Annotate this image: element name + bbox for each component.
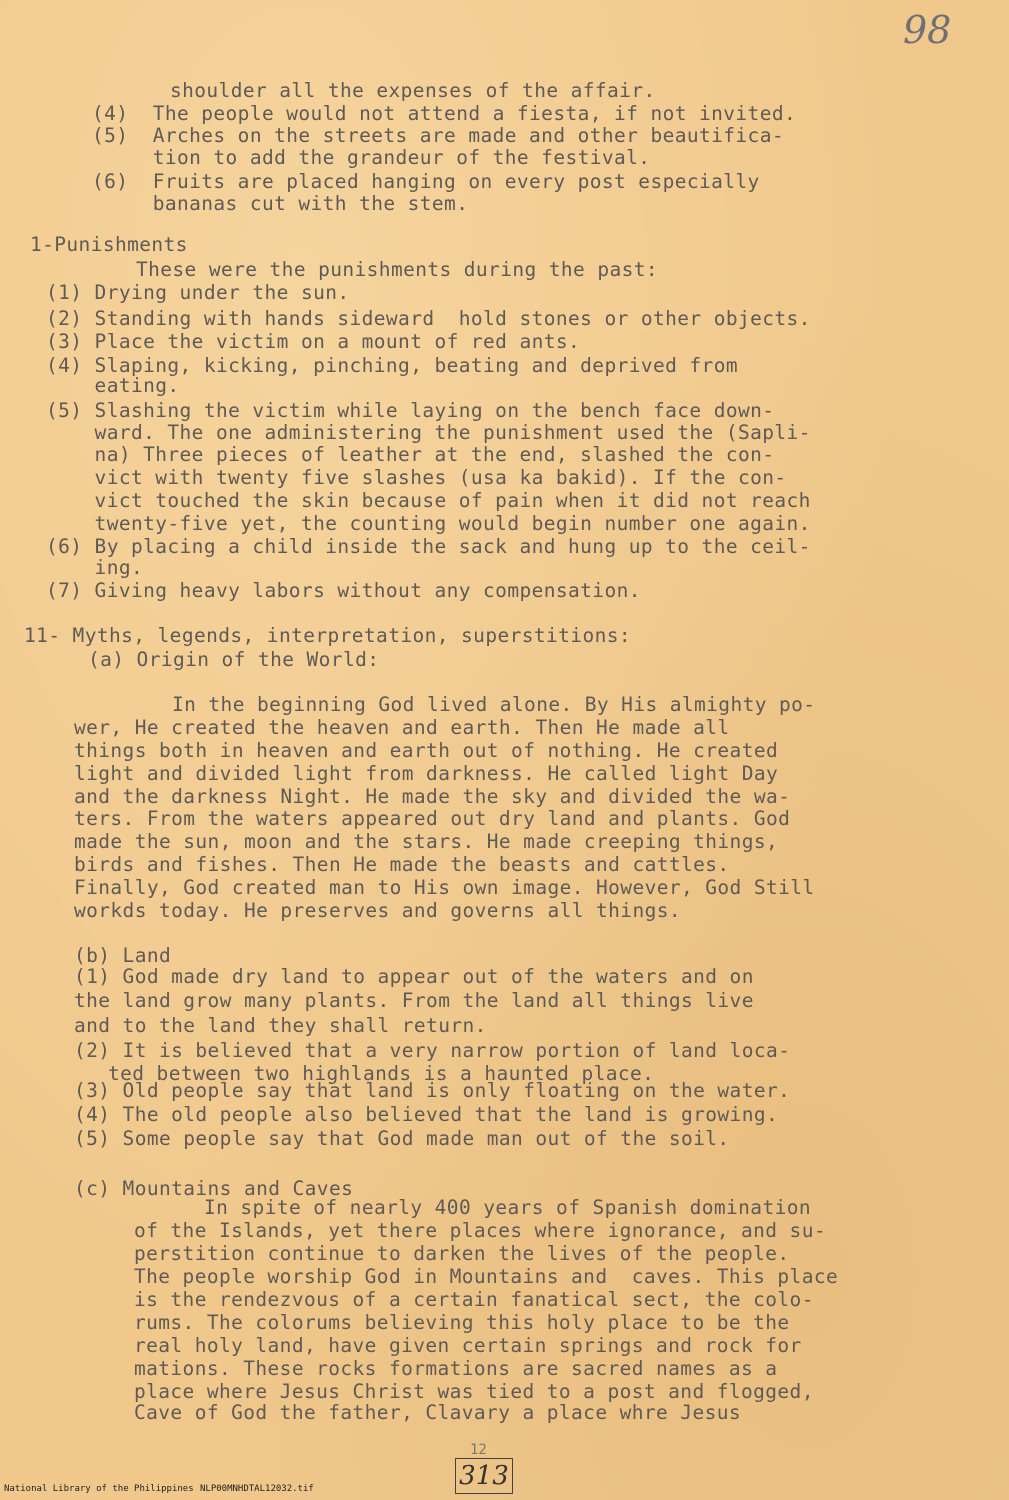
text-line: (7) Giving heavy labors without any compensation. — [46, 579, 641, 602]
subsection-heading: (c) Mountains and Caves — [74, 1177, 354, 1200]
text-line: birds and fishes. Then He made the beasts and cattles. — [74, 853, 730, 876]
text-line: and the darkness Night. He made the sky and divided the wa- — [74, 785, 791, 808]
text-line: In the beginning God lived alone. By His almighty po- — [172, 693, 816, 716]
text-line: (2) It is believed that a very narrow portion of land loca- — [74, 1039, 791, 1062]
typed-page-number: 12 — [470, 1442, 487, 1458]
text-line: wer, He created the heaven and earth. Then He made all — [74, 716, 730, 739]
text-line: ters. From the waters appeared out dry land and plants. God — [74, 807, 791, 830]
text-line: vict with twenty five slashes (usa ka bakid). If the con- — [46, 466, 787, 489]
text-line: (6) Fruits are placed hanging on every post especially — [92, 170, 760, 193]
subsection-heading: (a) Origin of the World: — [88, 648, 380, 671]
text-line: These were the punishments during the past: — [136, 258, 659, 281]
text-line: is the rendezvous of a certain fanatical sect, the colo- — [134, 1288, 814, 1311]
stamped-page-number: 313 — [455, 1458, 513, 1494]
text-line: eating. — [46, 374, 180, 397]
text-line: (1) Drying under the sun. — [46, 281, 350, 304]
text-line: bananas cut with the stem. — [92, 192, 469, 215]
text-line: The people worship God in Mountains and caves. This place — [134, 1265, 839, 1288]
footer-filename: NLP00MNHDTAL12032.tif — [200, 1484, 314, 1494]
text-line: perstition continue to darken the lives of the people. — [134, 1242, 790, 1265]
text-line: things both in heaven and earth out of nothing. He created — [74, 739, 779, 762]
text-line: In spite of nearly 400 years of Spanish domination — [204, 1196, 811, 1219]
text-line: the land grow many plants. From the land all things live — [74, 989, 754, 1012]
text-line: and to the land they shall return. — [74, 1014, 487, 1037]
text-line: workds today. He preserves and governs all things. — [74, 899, 681, 922]
section-heading: 11- Myths, legends, interpretation, superstitions: — [24, 624, 631, 647]
text-line: vict touched the skin because of pain when it did not reach — [46, 489, 811, 512]
text-line: Finally, God created man to His own image. However, God Still — [74, 876, 815, 899]
text-line: (4) Slaping, kicking, pinching, beating and deprived from — [46, 354, 738, 377]
subsection-heading: (b) Land — [74, 944, 172, 967]
text-line: made the sun, moon and the stars. He made creeping things, — [74, 830, 779, 853]
text-line: ing. — [46, 556, 144, 579]
text-line: shoulder all the expenses of the affair. — [170, 79, 656, 102]
text-line: (3) Old people say that land is only floating on the water. — [74, 1079, 791, 1102]
text-line: na) Three pieces of leather at the end, slashed the con- — [46, 443, 775, 466]
section-heading: 1-Punishments — [30, 233, 188, 256]
text-line: of the Islands, yet there places where ignorance, and su- — [134, 1219, 826, 1242]
text-line: real holy land, have given certain springs and rock for — [134, 1334, 802, 1357]
text-line: ward. The one administering the punishment used the (Sapli- — [46, 421, 811, 444]
text-line: (4) The people would not attend a fiesta, if not invited. — [92, 102, 797, 125]
text-line: (5) Slashing the victim while laying on the bench face down- — [46, 399, 775, 422]
text-line: (5) Arches on the streets are made and other beautifica- — [92, 124, 784, 147]
text-line: place where Jesus Christ was tied to a post and flogged, — [134, 1380, 814, 1403]
text-line: (4) The old people also believed that the land is growing. — [74, 1103, 779, 1126]
text-line: tion to add the grandeur of the festival. — [92, 146, 651, 169]
text-line: Cave of God the father, Clavary a place whre Jesus — [134, 1401, 741, 1424]
text-line: mations. These rocks formations are sacred names as a — [134, 1357, 778, 1380]
text-line: (5) Some people say that God made man out of the soil. — [74, 1127, 730, 1150]
text-line: (2) Standing with hands sideward hold stones or other objects. — [46, 307, 811, 330]
text-line: (1) God made dry land to appear out of the waters and on — [74, 965, 754, 988]
text-line: (3) Place the victim on a mount of red ants. — [46, 330, 581, 353]
text-line: light and divided light from darkness. He called light Day — [74, 762, 779, 785]
text-line: twenty-five yet, the counting would begin number one again. — [46, 512, 811, 535]
text-line: (6) By placing a child inside the sack and hung up to the ceil- — [46, 535, 811, 558]
handwritten-page-number: 98 — [903, 8, 952, 52]
text-line: rums. The colorums believing this holy place to be the — [134, 1311, 790, 1334]
text-line: ted between two highlands is a haunted place. — [108, 1062, 655, 1085]
footer-library-name: National Library of the Philippines — [4, 1484, 194, 1494]
